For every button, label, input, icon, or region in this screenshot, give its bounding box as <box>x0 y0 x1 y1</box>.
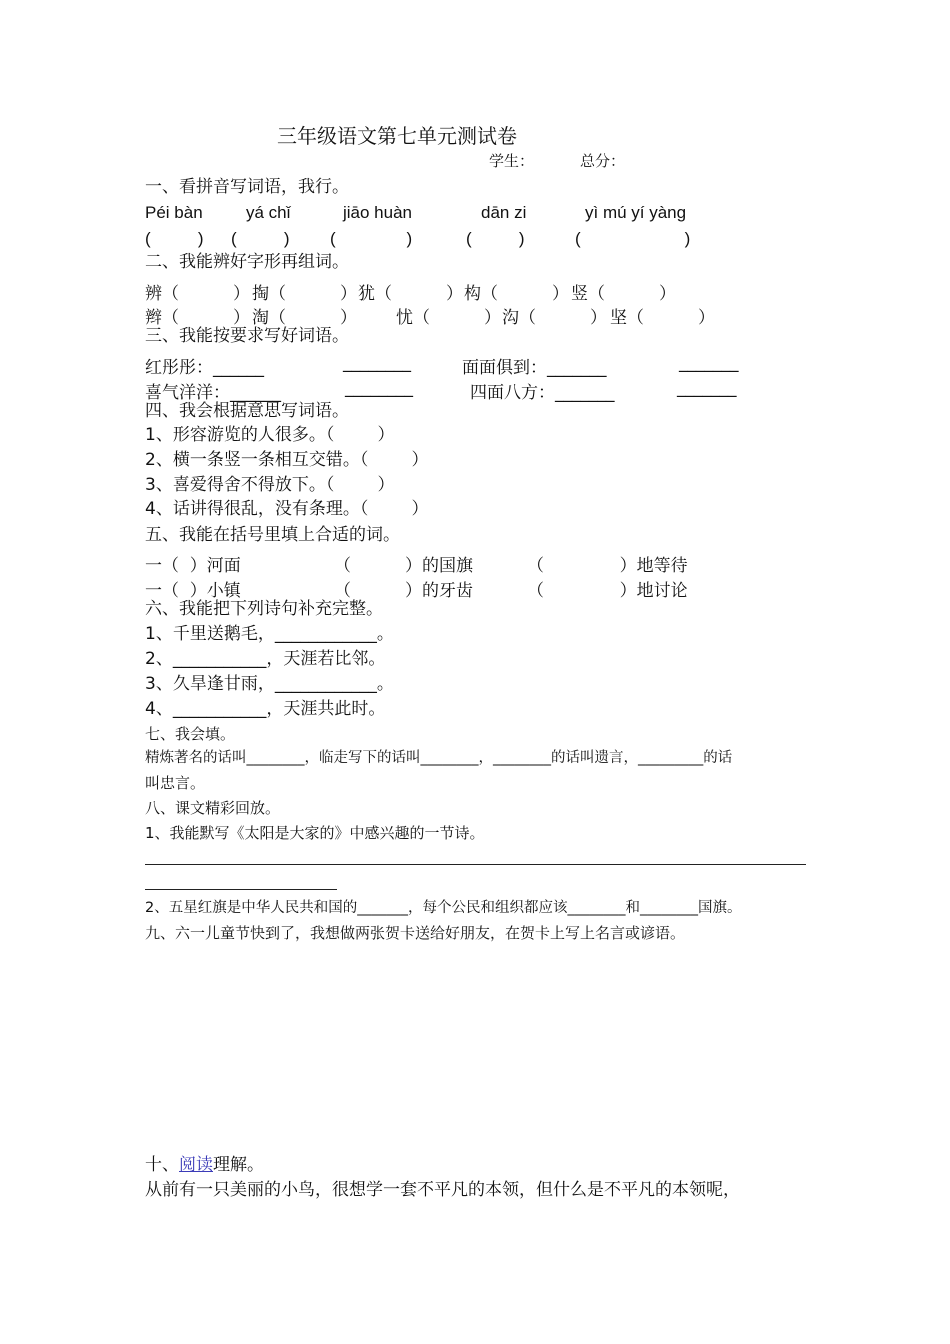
word-group-item[interactable]: 竖（ ） <box>571 284 677 304</box>
fill-word-item[interactable]: （ ）地讨论 <box>527 581 688 601</box>
answer-blank-3[interactable]: ( ) <box>330 229 413 248</box>
score-label: 总分： <box>580 152 626 170</box>
section-3-heading: 三、我能按要求写好词语。 <box>145 326 349 346</box>
section-6-heading: 六、我能把下列诗句补充完整。 <box>145 599 383 619</box>
word-group-item[interactable]: 淘（ ） <box>252 308 358 328</box>
flag-question[interactable]: 2、五星红旗是中华人民共和国的_______，每个公民和组织都应该________和________国旗。 <box>145 900 742 916</box>
phrase-blank[interactable]: 喜气洋洋：______ <box>145 383 281 403</box>
reading-link[interactable]: 阅读 <box>179 1155 213 1175</box>
fill-word-item[interactable]: 一（ ）河面 <box>145 556 241 576</box>
fill-word-item[interactable]: （ ）的牙齿 <box>334 581 474 601</box>
word-group-item[interactable]: 构（ ） <box>464 284 570 304</box>
answer-line[interactable] <box>145 889 337 890</box>
student-label: 学生： <box>489 152 535 170</box>
section-5-heading: 五、我能在括号里填上合适的词。 <box>145 525 400 545</box>
pinyin-2: yá chǐ <box>246 203 291 222</box>
phrase-blank[interactable]: 面面俱到：_______ <box>462 358 607 378</box>
answer-blank-2[interactable]: ( ) <box>231 229 290 248</box>
poem-item[interactable]: 2、___________，天涯若比邻。 <box>145 649 386 669</box>
phrase-blank[interactable]: 四面八方：_______ <box>470 383 615 403</box>
fill-sentence[interactable]: 精炼著名的话叫________，临走写下的话叫________，________的话叫遗言，_________的话 <box>145 750 733 766</box>
word-group-item[interactable]: 辫（ ） <box>145 308 251 328</box>
fill-word-item[interactable]: 一（ ）小镇 <box>145 581 241 601</box>
reading-text: 从前有一只美丽的小鸟，很想学一套不平凡的本领，但什么是不平凡的本领呢， <box>145 1180 740 1200</box>
fill-word-item[interactable]: （ ）地等待 <box>527 556 688 576</box>
pinyin-3: jiāo huàn <box>343 203 413 222</box>
word-group-item[interactable]: 辨（ ） <box>145 284 251 304</box>
section-7-heading: 七、我会填。 <box>145 725 236 743</box>
section-4-heading: 四、我会根据意思写词语。 <box>145 401 349 421</box>
word-group-item[interactable]: 坚（ ） <box>610 308 716 328</box>
pinyin-5: yì mú yí yàng <box>585 203 687 222</box>
section-9-heading: 九、六一儿童节快到了，我想做两张贺卡送给好朋友，在贺卡上写上名言或谚语。 <box>145 924 686 942</box>
phrase-blank[interactable]: _______ <box>677 378 737 398</box>
phrase-blank[interactable]: _______ <box>679 353 739 373</box>
word-group-item[interactable]: 沟（ ） <box>502 308 608 328</box>
question-item[interactable]: 1、形容游览的人很多。（ ） <box>145 425 395 445</box>
phrase-blank[interactable]: 红彤彤：______ <box>145 358 264 378</box>
question-item[interactable]: 2、横一条竖一条相互交错。（ ） <box>145 450 429 470</box>
section-10-prefix: 十、 <box>145 1155 179 1175</box>
pinyin-4: dān zi <box>481 203 527 222</box>
poem-item[interactable]: 3、久旱逢甘雨，____________。 <box>145 674 394 694</box>
pinyin-1: Péi bàn <box>145 203 203 222</box>
question-item[interactable]: 4、话讲得很乱，没有条理。（ ） <box>145 499 429 519</box>
section-8-heading: 八、课文精彩回放。 <box>145 799 281 817</box>
question-item[interactable]: 3、喜爱得舍不得放下。（ ） <box>145 475 395 495</box>
poem-item[interactable]: 4、___________，天涯共此时。 <box>145 699 386 719</box>
section-1-heading: 一、看拼音写词语，我行。 <box>145 177 349 197</box>
phrase-blank[interactable]: ________ <box>343 353 411 373</box>
answer-blank-5[interactable]: ( ) <box>575 229 691 248</box>
word-group-item[interactable]: 忧（ ） <box>396 308 502 328</box>
section-2-heading: 二、我能辨好字形再组词。 <box>145 252 349 272</box>
word-group-item[interactable]: 犹（ ） <box>358 284 464 304</box>
answer-line[interactable] <box>145 864 806 865</box>
fill-word-item[interactable]: （ ）的国旗 <box>334 556 474 576</box>
poem-item[interactable]: 1、千里送鹅毛，____________。 <box>145 624 394 644</box>
fill-sentence-cont: 叫忠言。 <box>145 774 206 792</box>
page-title: 三年级语文第七单元测试卷 <box>277 124 517 148</box>
section-10-heading <box>145 1157 264 1174</box>
section-10-suffix: 理解。 <box>213 1155 264 1175</box>
answer-blank-4[interactable]: ( ) <box>466 229 525 248</box>
word-group-item[interactable]: 掏（ ） <box>252 284 358 304</box>
poem-recite-item: 1、我能默写《太阳是大家的》中感兴趣的一节诗。 <box>145 824 485 842</box>
answer-blank-1[interactable]: ( ) <box>145 229 204 248</box>
phrase-blank[interactable]: ________ <box>345 378 413 398</box>
